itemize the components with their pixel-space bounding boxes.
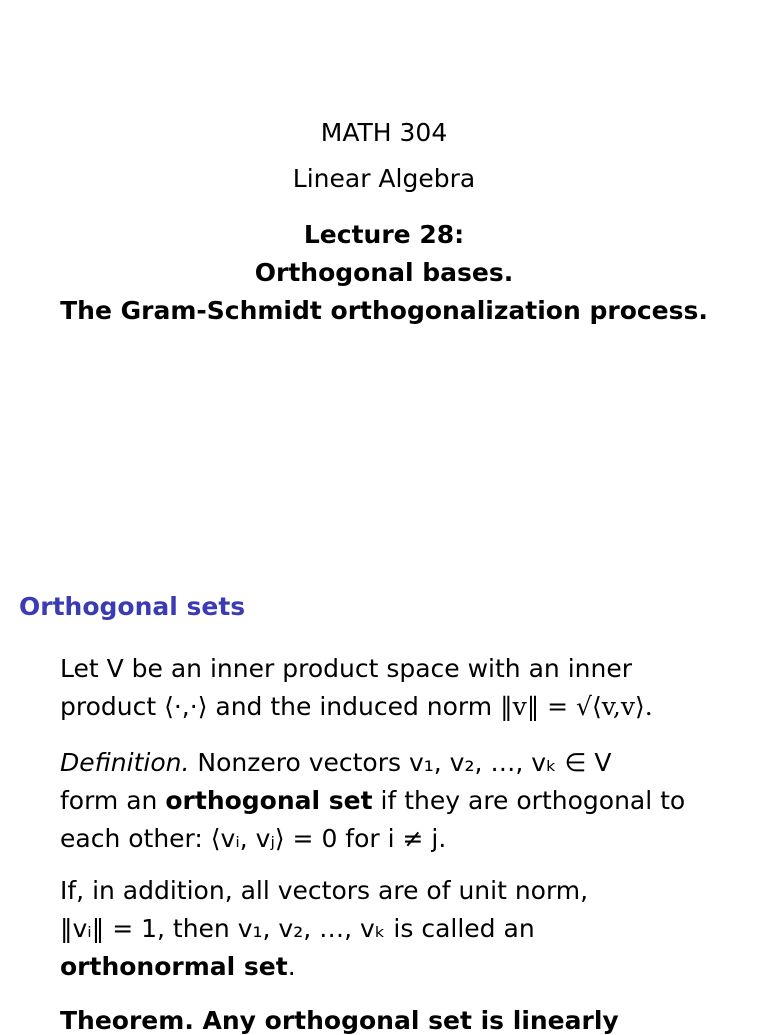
norm-formula: ‖v‖ = √⟨v,v⟩. xyxy=(500,692,653,721)
orthonormal-line-1: If, in addition, all vectors are of unit norm, xyxy=(60,876,589,905)
intro-line-2-text: product ⟨·,·⟩ and the induced norm xyxy=(60,692,493,721)
definition-line-2 xyxy=(60,782,750,820)
theorem-peek: Theorem. Any orthogonal set is linearly xyxy=(60,1006,619,1035)
orthogonal-set-term: orthogonal set xyxy=(165,786,373,815)
definition-paragraph xyxy=(60,744,750,858)
section-heading: Orthogonal sets xyxy=(19,592,246,621)
course-code: MATH 304 xyxy=(320,118,448,147)
definition-line-3: each other: ⟨vᵢ, vⱼ⟩ = 0 for i ≠ j. xyxy=(60,824,447,853)
orthonormal-line-3-post: . xyxy=(287,952,296,981)
definition-line-2-pre: form an xyxy=(60,786,158,815)
intro-paragraph xyxy=(60,650,750,726)
orthonormal-line-2: ‖vᵢ‖ = 1, then v₁, v₂, …, vₖ is called an xyxy=(60,914,535,943)
intro-line-2 xyxy=(60,688,750,726)
definition-line-2-post: if they are orthogonal to xyxy=(380,786,686,815)
definition-label: Definition. xyxy=(60,748,190,777)
orthonormal-paragraph xyxy=(60,872,750,986)
definition-line-1 xyxy=(60,744,750,782)
lecture-topic-2: The Gram-Schmidt orthogonalization process. xyxy=(60,296,708,325)
orthonormal-set-term: orthonormal set xyxy=(60,952,288,981)
orthonormal-line-3 xyxy=(60,948,750,986)
lecture-topic-1: Orthogonal bases. xyxy=(254,258,514,287)
course-subject: Linear Algebra xyxy=(292,164,476,193)
definition-line-1-text: Nonzero vectors v₁, v₂, …, vₖ ∈ V xyxy=(197,748,612,777)
intro-line-1: Let V be an inner product space with an inner xyxy=(60,654,632,683)
lecture-number: Lecture 28: xyxy=(303,220,465,249)
content-slide xyxy=(0,570,768,1035)
